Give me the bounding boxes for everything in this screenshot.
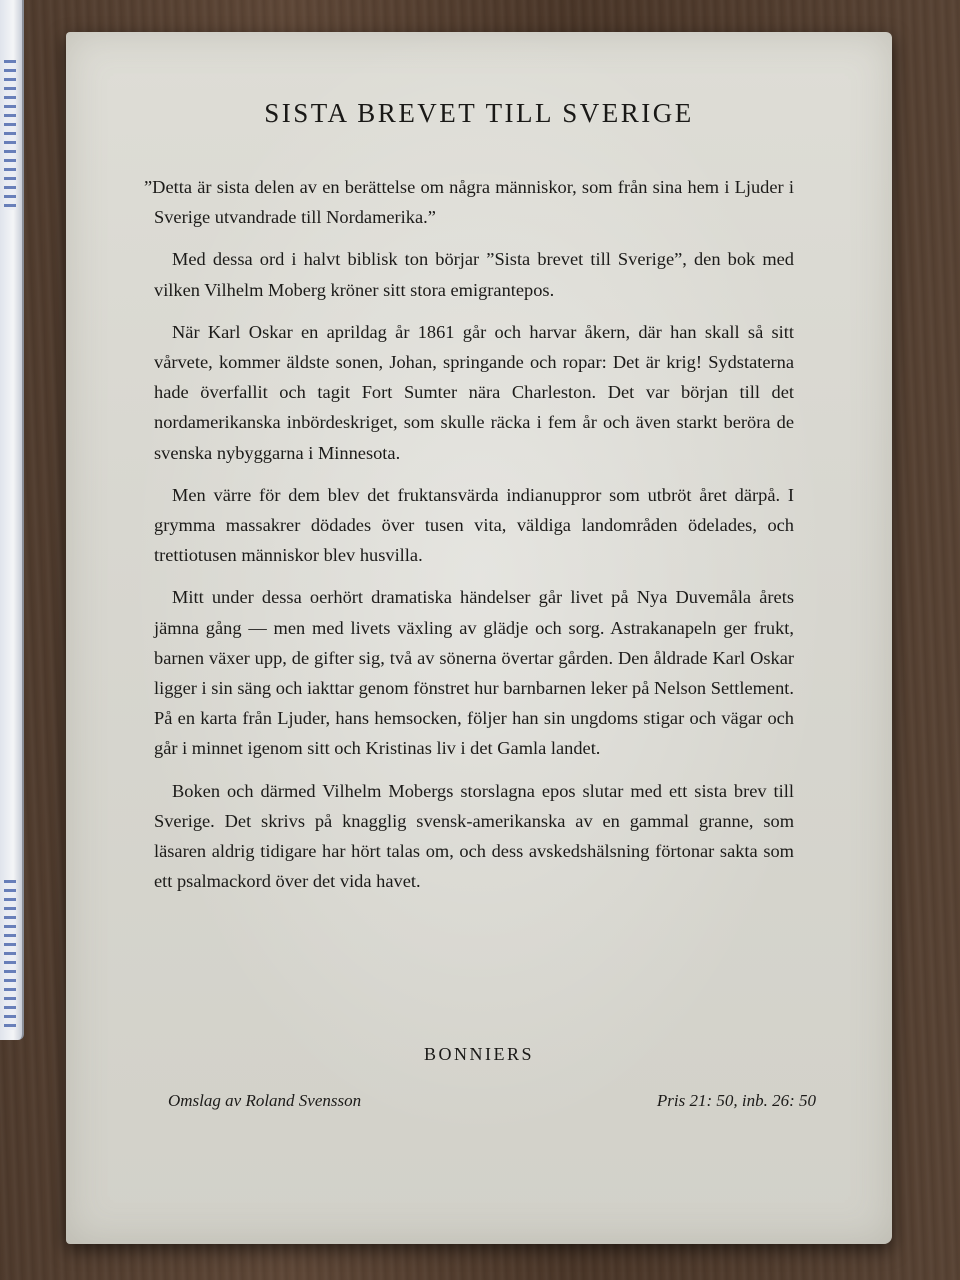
book-edge-pattern: [4, 880, 16, 1030]
blurb-paragraph: Med dessa ord i halvt biblisk ton börjar ”Sista brevet till Sverige”, den bok med vilken Vilhelm Moberg kröner sitt stora emigrantepos.: [154, 249, 794, 300]
price-info: Pris 21: 50, inb. 26: 50: [656, 1091, 816, 1110]
blurb-paragraph: ”Detta är sista delen av en berättelse om några människor, som från sina hem i Ljuder i Sverige utvandrade till Nordamerika.”: [144, 177, 794, 228]
cover-credit: Omslag av Roland Svensson: [168, 1091, 362, 1110]
blurb-paragraph: Boken och därmed Vilhelm Mobergs storslagna epos slutar med ett sista brev till Sverige. Det skrivs på knagglig svensk-amerikanska av en gammal granne, som läsaren aldrig tidigare har hört talas om, och dess avskedshälsning förtonar sakta som ett psalmackord över det vida havet.: [154, 780, 794, 892]
blurb-paragraph: När Karl Oskar en aprildag år 1861 går och harvar åkern, där han skall så sitt vårvete, kommer äldste sonen, Johan, springande och ropar: Det är krig! Sydstaterna hade överfallit och tagit Fort Sumter nära Charleston. Det var början till det nordamerikanska inbördeskriget, som skulle räcka i fem år och även starkt beröra de svenska nybyggarna i Minnesota.: [154, 321, 794, 463]
book-edge-pattern: [4, 60, 16, 210]
book-back-cover: [66, 32, 892, 1244]
blurb-text: [144, 172, 794, 908]
blurb-paragraph: Men värre för dem blev det fruktansvärda indianuppror som utbröt året därpå. I grymma massakrer dödades över tusen vita, väldiga landområden ödelades, och trettiotusen människor blev husvilla.: [154, 484, 794, 566]
adjacent-book-edge: [0, 0, 24, 1040]
book-title: SISTA BREVET TILL SVERIGE: [264, 98, 694, 128]
blurb-paragraph: Mitt under dessa oerhört dramatiska händelser går livet på Nya Duvemåla årets jämna gång — men med livets växling av glädje och sorg. Astrakanapeln ger frukt, barnen växer upp, de gifter sig, två av sönerna övertar gården. Den åldrade Karl Oskar ligger i sin säng och iakttar genom fönstret hur barnbarnen leker på Nelson Settlement. På en karta från Ljuder, hans hemsocken, följer han sin ungdoms stigar och vägar och går i minnet igenom sitt och Kristinas liv i det Gamla landet.: [154, 587, 794, 759]
publisher-name: BONNIERS: [423, 1044, 534, 1064]
